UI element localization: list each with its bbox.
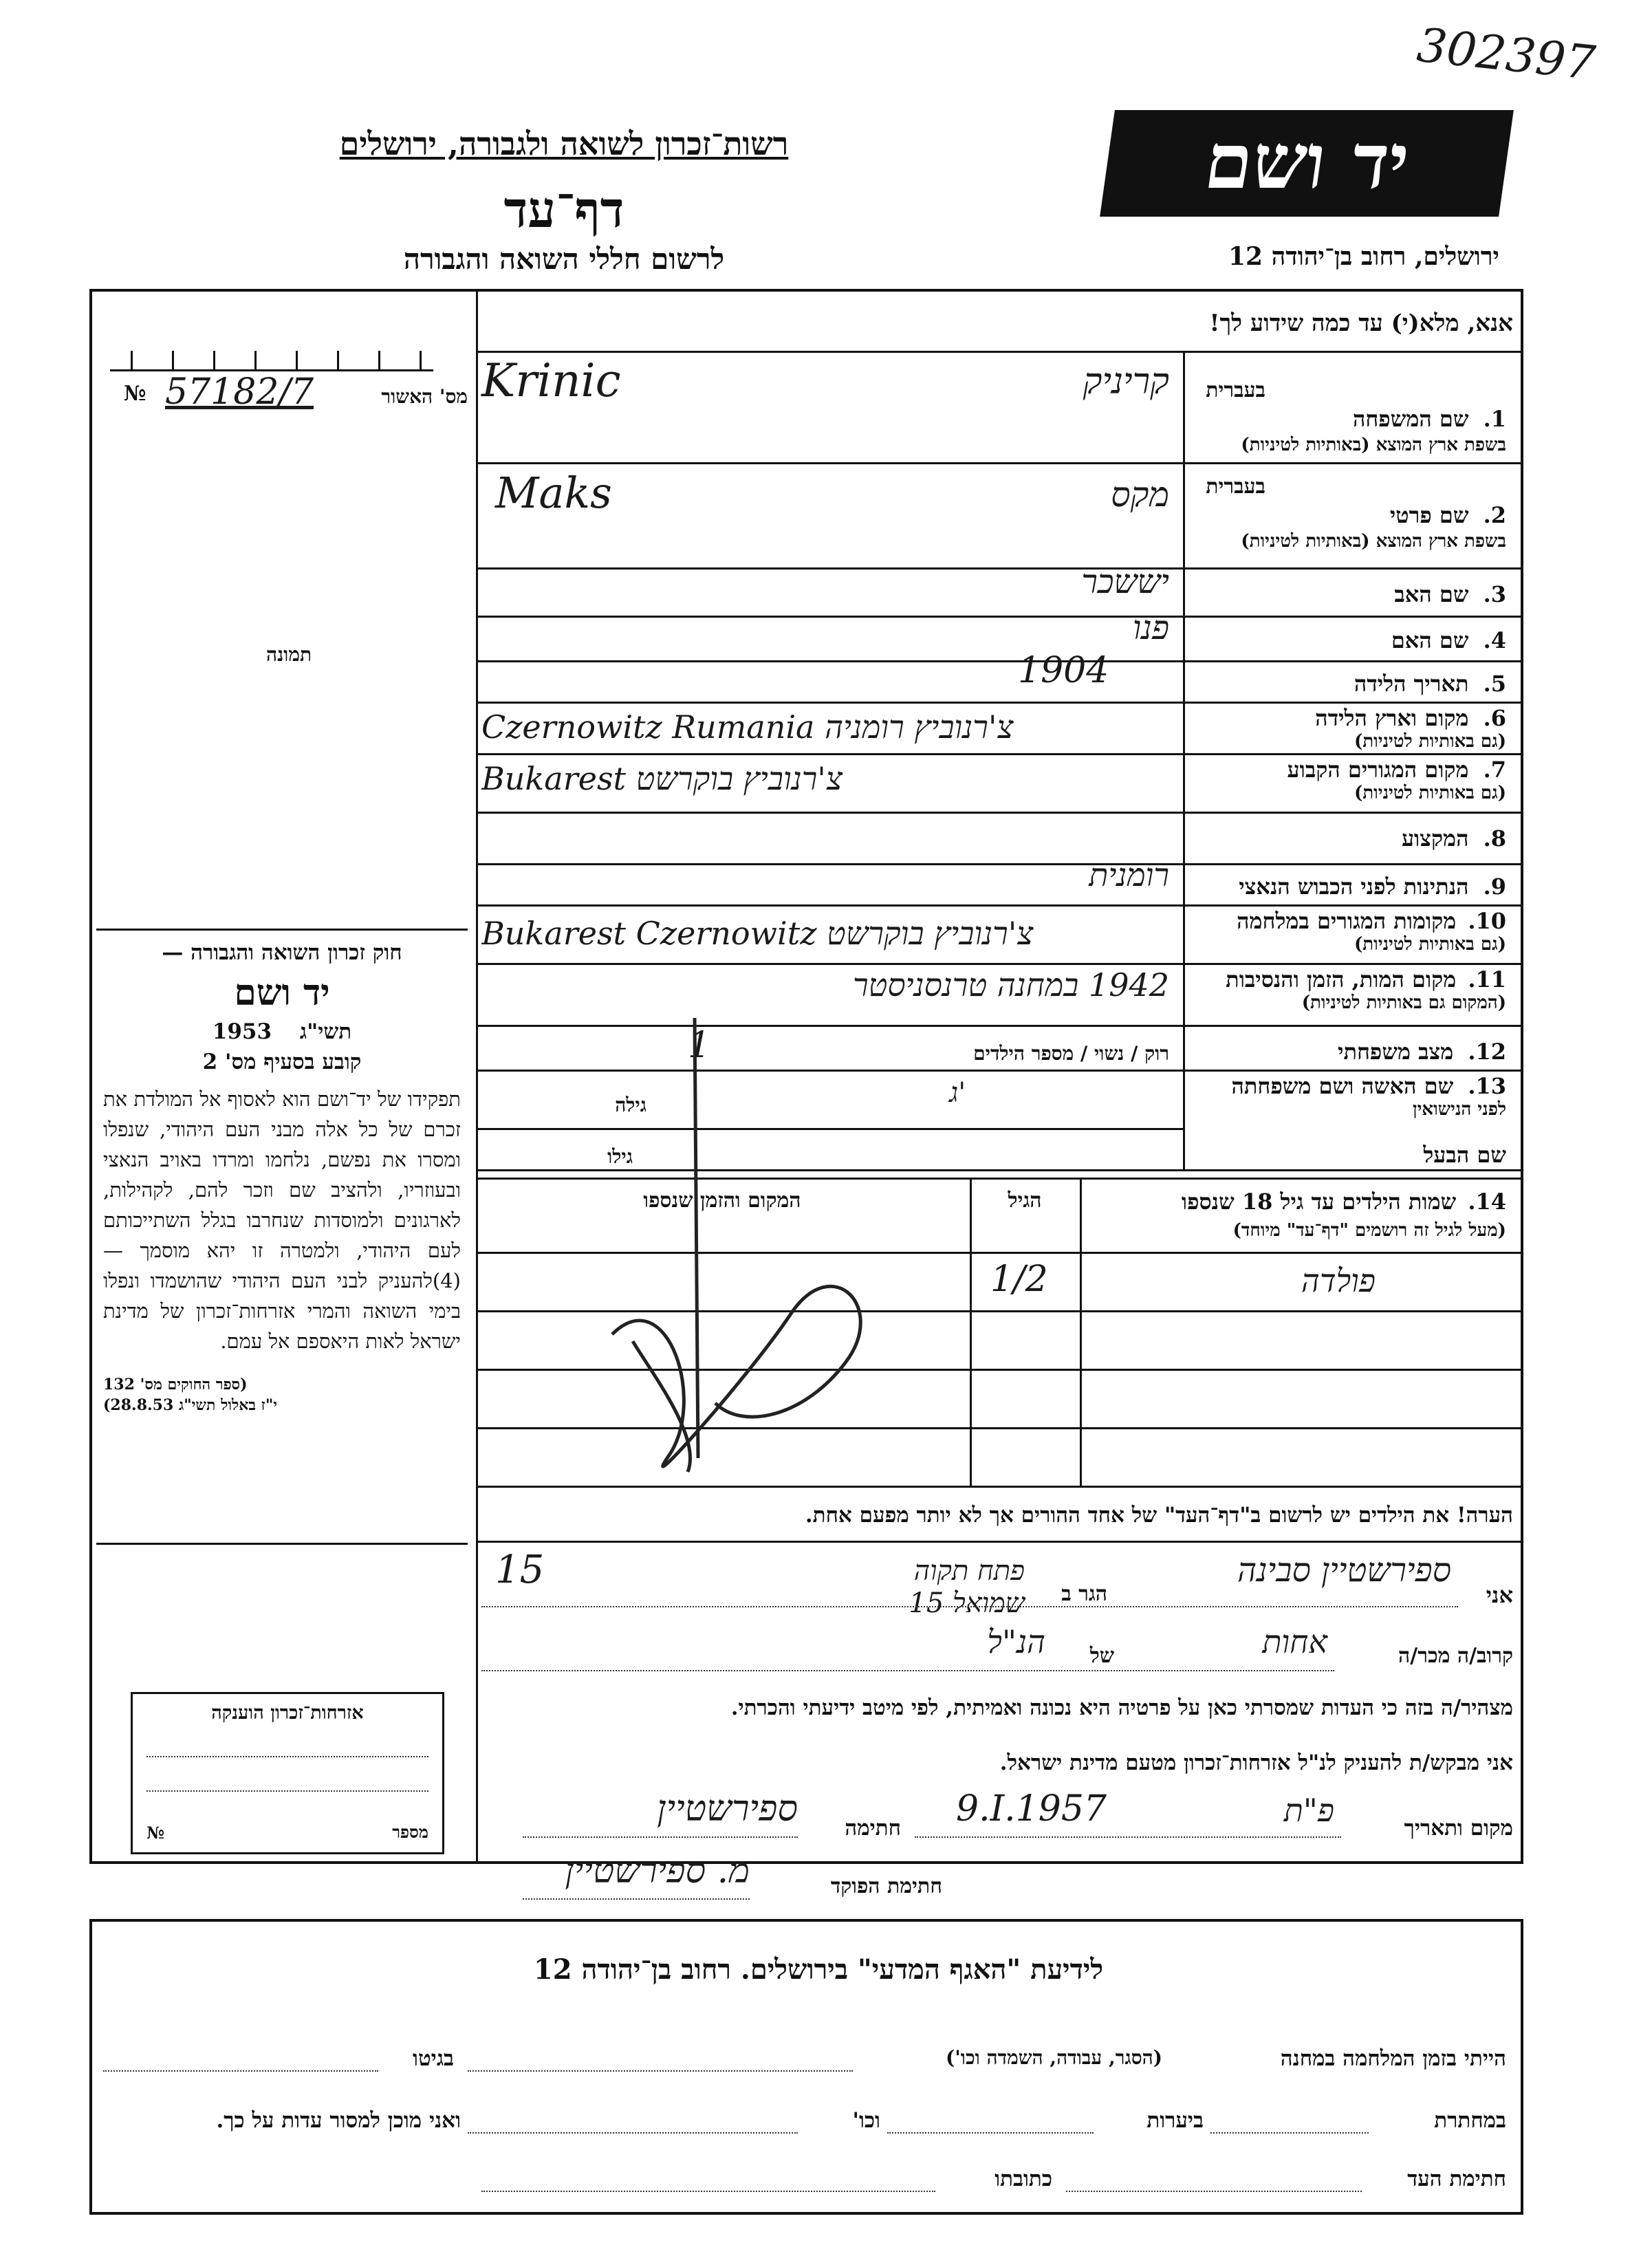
field-6-num: 6. [1483, 705, 1506, 731]
law-box [96, 929, 468, 1545]
field-4-title: שם האם [1391, 627, 1469, 653]
row-7-rule [476, 812, 1521, 814]
field-13-age: גילה [615, 1094, 646, 1116]
field-8-num: 8. [1483, 825, 1506, 852]
witness-address-number: 15 [495, 1548, 545, 1592]
record-no-value[interactable]: 57182/7 [165, 371, 314, 413]
yad-vashem-logo [1100, 110, 1514, 217]
footer-line2-b: ביערות [1146, 2108, 1204, 2133]
field-7-num: 7. [1483, 757, 1506, 783]
field-10-title: מקומות המגורים במלחמה [1237, 908, 1457, 934]
field-6-label [1190, 705, 1506, 752]
label-divider [1183, 351, 1185, 1169]
footer-line3-b: כתובתו [995, 2167, 1052, 2191]
field-2-hebrew[interactable]: מקס [1111, 475, 1169, 514]
field-5-num: 5. [1483, 671, 1506, 697]
field-10-sub: (גם באותיות לטיניות) [1354, 934, 1506, 955]
form-subtitle: לרשום חללי השואה והגבורה [403, 242, 725, 276]
law-source-date: י"ז באלול תשי"ג 28.8.53) [103, 1396, 278, 1414]
field-1-latin[interactable]: Krinic [481, 354, 621, 407]
of-value[interactable]: הנ"ל [987, 1623, 1045, 1660]
date-value[interactable]: 9.I.1957 [956, 1788, 1107, 1830]
field-8-label [1190, 825, 1506, 852]
photo-label: תמונה [265, 643, 312, 666]
field-5-value[interactable]: 1904 [1018, 650, 1109, 691]
field-12-title: מצב משפחתי [1338, 1039, 1454, 1065]
footer-line1-dots-2 [103, 2070, 378, 2072]
field-3-label [1190, 581, 1506, 607]
field-10-label [1190, 908, 1506, 955]
row-4-rule [476, 660, 1521, 662]
field-3-title: שם האב [1394, 581, 1469, 607]
children-col-1 [1080, 1178, 1082, 1487]
signature-line [523, 1836, 798, 1838]
law-year-en: 1953 [212, 1019, 272, 1044]
law-body: תפקידו של יד־ושם הוא לאסוף אל המולדת את זכרם של כל אלה מבני העם היהודי, שנפלו ומסרו את נפשם, נלחמו ומרדו באויב הנאצי ובעוזריו, ולהציב שם וזכר להם, לקהילות, לארגונים ולמוסדות שנחרבו בגלל השתייכותם לעם היהודי, ולמטרה זו יהא מוסמך — (4)להעניק לבני העם היהודי שהושמדו ונפלו בימי השואה והמרי אזרחות־זכרון של מדינת ישראל לאות היאספם אל עמם. [103, 1087, 461, 1353]
field-13-label [1190, 1073, 1506, 1120]
footer-line1-c: בגיטו [413, 2046, 454, 2071]
witness-residing: הגר ב [1061, 1582, 1107, 1606]
footer-title: לידיעת "האגף המדעי" בירושלים. רחוב בן־יהודה 12 [533, 1953, 1104, 1986]
row-5-rule [476, 702, 1521, 704]
law-source: (ספר החוקים מס' 132 [103, 1376, 248, 1393]
footer-line1-a: הייתי בזמן המלחמה במחנה [1280, 2046, 1506, 2071]
form-title: דף־עד [503, 180, 624, 239]
field-12-num: 12. [1468, 1039, 1506, 1065]
field-7-sub: (גם באותיות לטיניות) [1354, 783, 1506, 803]
officer-signature[interactable]: מ. ספירשטיין [565, 1850, 750, 1891]
field-10-num: 10. [1468, 908, 1506, 934]
row-6-rule [476, 753, 1521, 755]
field-2-num: 2. [1483, 502, 1506, 528]
record-box-ticks [110, 323, 433, 371]
field-4-label [1190, 627, 1506, 653]
children-label [1066, 1189, 1506, 1241]
field-6-title: מקום וארץ הלידה [1315, 705, 1469, 731]
children-title: שמות הילדים עד גיל 18 שנספו [1181, 1189, 1457, 1215]
authority-name: רשות־זכרון לשואה ולגבורה, ירושלים [339, 125, 789, 162]
place-date-line [915, 1836, 1341, 1838]
field-1-hebrew[interactable]: קריניק [1083, 361, 1169, 402]
declaration: מצהיר/ה בזה כי העדות שמסרתי כאן על פרטיה היא נכונה ואמיתית, לפי מיטב ידיעתי והכרתי. [730, 1695, 1513, 1720]
law-clause: קובע בסעיף מס' 2 [202, 1050, 362, 1074]
witness-address[interactable]: פתח תקוה שמואל 15 [909, 1555, 1025, 1619]
field-2-title: שם פרטי [1389, 502, 1469, 528]
relation-label: קרוב/ה מכר/ה [1398, 1644, 1513, 1668]
witness-name[interactable]: ספירשטיין סבינה [1237, 1551, 1451, 1590]
witness-i-label: אני [1486, 1582, 1513, 1608]
field-11-sub: (המקום גם באותיות לטיניות) [1301, 993, 1506, 1013]
field-11-num: 11. [1468, 966, 1506, 993]
field-11-label [1190, 966, 1506, 1013]
field-10-value[interactable]: Bukarest Czernowitz צ'רנוביץ בוקרשט [481, 915, 1034, 952]
row-9-rule [476, 904, 1521, 907]
footer-line3-a: חתימת העד [1407, 2167, 1506, 2191]
field-1-title: שם המשפחה [1352, 406, 1469, 432]
husband-label: שם הבעל [1423, 1142, 1506, 1168]
left-column-divider [476, 289, 478, 1864]
field-11-title: מקום המות, הזמן והנסיבות [1226, 966, 1457, 993]
logo-text: יד ושם [1199, 117, 1415, 206]
field-9-value[interactable]: רומנית [1089, 856, 1169, 893]
footer-line3-dots-1 [1066, 2191, 1362, 2192]
note-rule [476, 1541, 1521, 1543]
relation-line [481, 1670, 1334, 1671]
children-sub: (מעל לגיל זה רושמים "דף־עד" מיוחד) [1232, 1220, 1506, 1241]
of-label: של [1089, 1644, 1114, 1668]
officer-label: חתימת הפוקד [830, 1874, 942, 1898]
field-12-label [1190, 1039, 1506, 1065]
address: ירושלים, רחוב בן־יהודה 12 [1228, 242, 1499, 271]
footer-line2-a: במחתרת [1434, 2108, 1506, 2133]
field-4-value[interactable]: פנו [1132, 609, 1169, 647]
field-12-value[interactable]: 1 [688, 1025, 711, 1066]
footer-line1-b: (הסגר, עבודה, השמדה וכו') [945, 2046, 1162, 2069]
field-5-title: תאריך הלידה [1354, 671, 1469, 697]
footer-line2-dots-3 [468, 2132, 798, 2134]
row-1-rule [476, 462, 1521, 464]
place-value[interactable]: פ"ת [1283, 1792, 1334, 1829]
field-3-num: 3. [1483, 581, 1506, 607]
field-12-options: רוק / נשוי / מספר הילדים [973, 1042, 1169, 1065]
law-year [96, 1019, 468, 1044]
officer-line [523, 1898, 750, 1900]
field-5-label [1190, 671, 1506, 697]
archive-number: 302397 [1414, 18, 1598, 91]
field-2-label [1190, 502, 1506, 552]
scribble-mark [585, 1018, 915, 1499]
in-hebrew-label-1: בעברית [1206, 378, 1265, 402]
law-year-he: תשי"ג [299, 1019, 352, 1044]
husband-age: גילו [607, 1145, 633, 1168]
intro-text: אנא, מלא(י) עד כמה שידוע לך! [1209, 310, 1513, 337]
law-name: יד ושם [234, 972, 330, 1014]
field-9-title: הנתינות לפני הכבוש הנאצי [1239, 874, 1469, 900]
citizenship-box [131, 1692, 444, 1854]
footer-line2-d: ואני מוכן למסור עדות על כך. [216, 2108, 461, 2133]
signature-label: חתימה [845, 1816, 901, 1841]
citizenship-box-title: אזרחות־זכרון הוענקה [211, 1702, 364, 1724]
signature-value[interactable]: ספירשטיין [657, 1788, 798, 1830]
field-6-sub: (גם באותיות לטיניות) [1354, 731, 1506, 752]
footer-line2-c: וכו' [852, 2108, 880, 2133]
field-4-num: 4. [1483, 627, 1506, 653]
field-6-value[interactable]: Czernowitz Rumania צ'רנוביץ רומניה [481, 708, 1014, 746]
citizenship-number-label: מספר [392, 1822, 428, 1842]
citizenship-number-suffix: № [146, 1823, 165, 1843]
field-13-num: 13. [1468, 1073, 1506, 1099]
field-7-label [1190, 757, 1506, 803]
footer-line2-dots-1 [1210, 2132, 1369, 2134]
footer-line1-dots-1 [468, 2070, 853, 2072]
field-9-label [1190, 874, 1506, 900]
field-13-sub: לפני הנישואין [1412, 1099, 1506, 1120]
field-13-title: שם האשה ושם משפחתה [1231, 1073, 1454, 1099]
footer-line3-dots-2 [481, 2191, 935, 2192]
field-2-sub: בשפת ארץ המוצא (באותיות לטיניות) [1241, 531, 1506, 552]
field-11-value[interactable]: 1942 במחנה טרנסניסטר [853, 966, 1169, 1004]
children-num: 14. [1468, 1189, 1506, 1215]
row-10-rule [476, 963, 1521, 965]
record-no-label: מס' האשור [381, 385, 468, 408]
field-1-sub: בשפת ארץ המוצא (באותיות לטיניות) [1241, 435, 1506, 455]
field-3-value[interactable]: יששכר [1081, 563, 1169, 601]
law-title: חוק זכרון השואה והגבורה — [162, 940, 402, 965]
field-8-title: המקצוע [1401, 825, 1469, 852]
place-date-label: מקום ותאריך [1404, 1816, 1513, 1841]
request: אני מבקש/ת להעניק לנ"ל אזרחות־זכרון מטעם מדינת ישראל. [999, 1750, 1513, 1775]
relation-value[interactable]: אחות [1262, 1623, 1327, 1660]
children-row1-age[interactable]: 1/2 [990, 1259, 1048, 1300]
children-col-age: הגיל [1008, 1189, 1042, 1213]
intro-rule [476, 351, 1521, 353]
field-1-label [1190, 406, 1506, 455]
field-2-latin[interactable]: Maks [495, 468, 612, 518]
children-note: הערה! את הילדים יש לרשום ב"דף־העד" של אחד ההורים אך לא יותר מפעם אחת. [805, 1503, 1513, 1528]
field-1-num: 1. [1483, 406, 1506, 432]
children-col-2 [970, 1178, 972, 1487]
record-no-suffix: № [124, 382, 146, 406]
footer-line2-dots-2 [887, 2132, 1094, 2134]
field-13-value[interactable]: ג' [949, 1077, 966, 1109]
field-9-num: 9. [1483, 874, 1506, 900]
in-hebrew-label-2: בעברית [1206, 475, 1265, 499]
children-row1-name[interactable]: פולדה [1301, 1262, 1376, 1299]
field-7-value[interactable]: Bukarest צ'רנוביץ בוקרשט [481, 760, 843, 797]
field-7-title: מקום המגורים הקבוע [1287, 757, 1469, 783]
children-col-place: המקום והזמן שנספו [643, 1189, 801, 1213]
witness-line [481, 1606, 1458, 1607]
